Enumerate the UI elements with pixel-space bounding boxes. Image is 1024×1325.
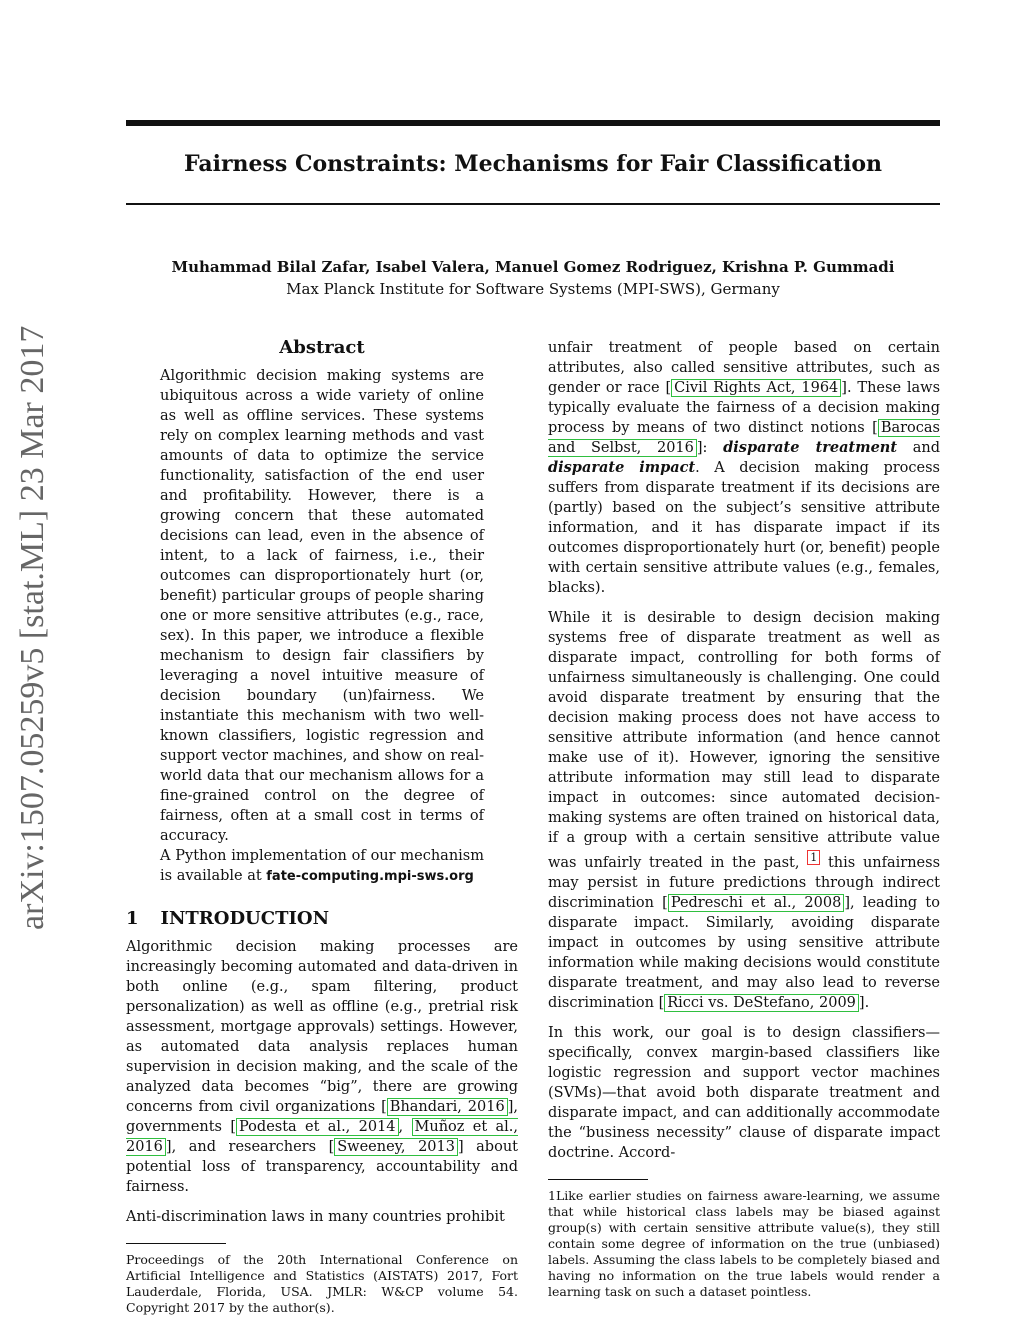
intro-paragraph-1: Algorithmic decision making processes are increasingly becoming automated and data-driven in both online (e.g., spam filtering, product personalization) as well as offline (e.g., pretrial risk assessment, mortgage approvals) settings. However, as automated data analysis replaces human supervision in decision making, and the scale of the analyzed data becomes “big”, there are growing concerns from civil organizations [ Bhandari, 2016 ], governments [ Podesta et al., 2014 , Muñoz et al., 2016 ], and researchers [ Sweeney, 2013 ] about potential loss of transparency, accountability and fairness. — [126, 939, 519, 1195]
footnote-rule — [548, 1179, 648, 1180]
citation-link[interactable]: Bhandari, 2016 — [387, 1098, 508, 1116]
arxiv-sidebar-label: arXiv:1507.05259v5 [stat.ML] 23 Mar 2017 — [14, 325, 51, 930]
intro-heading: 1 INTRODUCTION — [126, 908, 330, 929]
footnote-rule — [126, 1243, 226, 1244]
implementation-note: A Python implementation of our mechanism is available at fate-computing.mpi-sws.org — [160, 848, 484, 884]
intro-paragraph-2: Anti-discrimination laws in many countries prohibit — [126, 1209, 505, 1225]
proceedings-footnote: Proceedings of the 20th International Conference on Artificial Intelligence and Statistics (AISTATS) 2017, Fort Lauderdale, Florida, USA. JMLR: W&CP volume 54. Copyright 2017 by the author(s). — [126, 1252, 518, 1315]
footnote-1: 1Like earlier studies on fairness aware-learning, we assume that while historical class labels may be biased against group(s) with certain sensitive attribute value(s), they still contain some degree of information on the true (unbiased) labels. Assuming the class labels to be completely biased and having no information on the true labels would render a learning task on such a dataset pointless. — [548, 1187, 940, 1299]
title-bottom-rule — [126, 203, 940, 205]
title-top-rule — [126, 120, 940, 126]
paper-title: Fairness Constraints: Mechanisms for Fair Classification — [183, 151, 883, 177]
citation-link[interactable]: Civil Rights Act, 1964 — [671, 379, 841, 397]
authors: Muhammad Bilal Zafar, Isabel Valera, Manuel Gomez Rodriguez, Krishna P. Gummadi — [171, 258, 895, 276]
abstract-text: Algorithmic decision making systems are ubiquitous across a wide variety of online as well as offline services. These systems rely on complex learning methods and vast amounts of data to optimize the service functionality, satisfaction of the end user and profitability. However, there is a growing concern that these automated decisions can lead, even in the absence of intent, to a lack of fairness, i.e., their outcomes can disproportionately hurt (or, benefit) particular groups of people sharing one or more sensitive attributes (e.g., race, sex). In this paper, we introduce a flexible mechanism to design fair classifiers by leveraging a novel intuitive measure of decision boundary (un)fairness. We instantiate this mechanism with two well-known classifiers, logistic regression and support vector machines, and show on real-world data that our mechanism allows for a fine-grained control on the degree of fairness, often at a small cost in terms of accuracy. — [160, 368, 484, 844]
right-paragraph-1: unfair treatment of people based on certain attributes, also called sensitive attributes, such as gender or race [ Civil Rights Act, 1964 ]. These laws typically evaluate the fairness of a decision making process by means of two distinct notions [ Barocas and Selbst, 2016 ]: disparate treatment and disparate impact. A decision making process suffers from disparate treatment if its decisions are (partly) based on the subject’s sensitive attribute information, and it has disparate impact if its outcomes disproportionately hurt (or, benefit) people with certain sensitive attribute values (e.g., females, blacks). — [548, 340, 941, 596]
right-paragraph-3: In this work, our goal is to design classifiers— specifically, convex margin-based classifiers like logistic regression and support vector machines (SVMs)—that avoid both disparate treatment and disparate impact, and can additionally accommodate the “business necessity” clause of disparate impact doctrine. Accord- — [548, 1024, 940, 1161]
citation-link[interactable]: Barocas and Selbst, 2016 — [548, 420, 940, 456]
right-paragraph-2: While it is desirable to design decision making systems free of disparate treatment as well as disparate impact, controlling for both forms of unfairness simultaneously is challenging. One could avoid disparate treatment by ensuring that the decision making process does not have access to sensitive attribute information (and hence cannot make use of it). However, ignoring the sensitive attribute information may still lead to disparate impact in outcomes: since automated decision-making systems are often trained on historical data, if a group with a certain sensitive attribute value was unfairly treated in the past, $^1$ this unfairness may persist in future predictions through indirect discrimination [ Pedreschi et al., 2008 ], leading to disparate impact. Similarly, avoiding disparate impact in outcomes by using sensitive attribute information while making decisions would constitute disparate treatment, and may also lead to reverse discrimination [ Ricci vs. DeStefano, 2009 ]. — [548, 610, 941, 1011]
citation-link[interactable]: Pedreschi et al., 2008 — [668, 894, 844, 912]
affiliation: Max Planck Institute for Software Systems (MPI-SWS), Germany — [286, 280, 780, 298]
abstract-body — [160, 366, 484, 887]
citation-link[interactable]: Podesta et al., 2014 — [236, 1118, 399, 1136]
citation-link[interactable]: Ricci vs. DeStefano, 2009 — [664, 994, 859, 1012]
citation-link[interactable]: Sweeney, 2013 — [334, 1138, 458, 1156]
left-column — [126, 338, 518, 1316]
citation-link[interactable]: Muñoz et al., 2016 — [126, 1119, 519, 1155]
project-url-link[interactable]: fate-computing.mpi-sws.org — [266, 869, 474, 884]
right-column — [548, 338, 940, 1300]
abstract-heading: Abstract — [279, 337, 365, 358]
footnote-ref-link[interactable]: 1 — [807, 850, 820, 865]
